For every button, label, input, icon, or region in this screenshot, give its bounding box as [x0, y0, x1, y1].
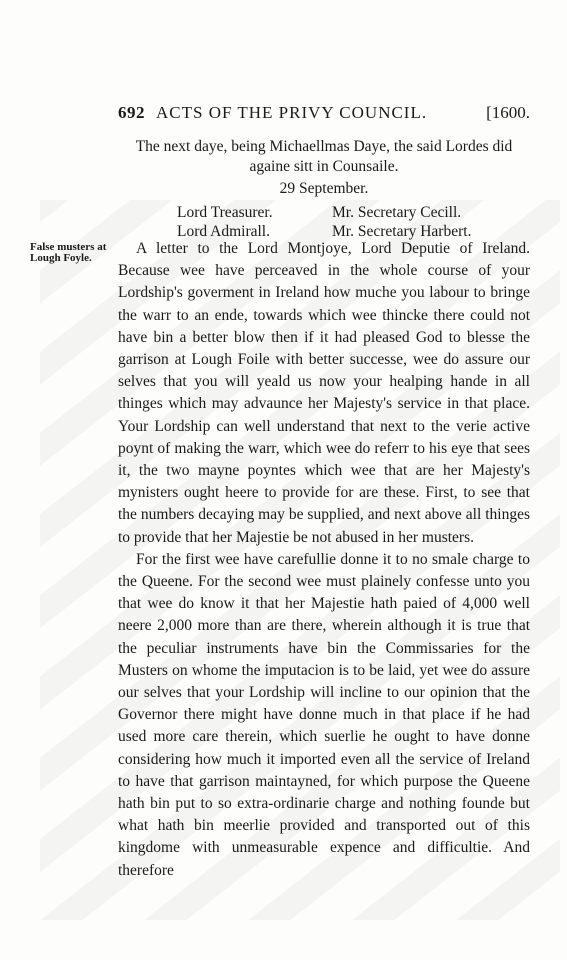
running-title: ACTS OF THE PRIVY COUNCIL.: [156, 103, 428, 122]
body-text: [118, 238, 530, 882]
paragraph-1: A letter to the Lord Montjoye, Lord Deputie of Ireland. Because wee have perceaved in the whole course of your Lordship's goverment in Ireland how muche you labour to bringe the warr to an ende, towards which wee thincke there could not have bin a better blow then if it had pleased God to blesse the garrison at Lough Foile with better successe, wee do assure our selves that you will yeald us now your healping hande in all thinges which may advaunce her Majesty's service in that place. Your Lordship can well understand that next to the verie active poynt of making the warr, which wee do referr to his eye that sees it, the two mayne poyntes which wee that are her Majesty's mynisters ought heere to provide for are these. First, to see that the numbers decaying may be supplied, and next above all thinges to provide that her Majestie be not abused in her musters.: [118, 240, 530, 546]
year-label: [1600.: [486, 103, 530, 122]
page-header: [118, 103, 530, 125]
attendee-left-1: Lord Treasurer.: [177, 204, 273, 221]
page-number: 692: [118, 103, 145, 122]
margin-note: False musters at Lough Foyle.: [30, 241, 107, 264]
attendee-left-2: Lord Admirall.: [177, 223, 270, 240]
attendee-right-1: Mr. Secretary Cecill.: [332, 204, 462, 221]
session-intro: The next daye, being Michaellmas Daye, the said Lordes did againe sitt in Counsaile.: [135, 138, 513, 175]
attendee-right-2: Mr. Secretary Harbert.: [332, 223, 472, 240]
paragraph-2: For the first wee have carefullie donne it to no smale charge to the Queene. For the second wee must plainely confesse unto you that wee do know it that her Majestie hath paied of 4,000 well neere 2,000 more than are there, wherein although it is true that the peculiar instruments have bin the Commissaries for the Musters on whome the imputacion is to be laid, yet wee do assure our selves that your Lordship will incline to our opinion that the Governor there might have donne much in that place if he had used more care therein, which suerlie he ought to have donne considering how much it imported even all the service of Ireland to have that garrison maintayned, for which purpose the Queene hath bin put to so extra-ordinarie charge and nothing founde but what hath bin meerlie provided and transported out of this kingdome with unmeasurable expence and difficultie. And therefore: [118, 550, 530, 879]
session-date: 29 September.: [279, 180, 369, 197]
